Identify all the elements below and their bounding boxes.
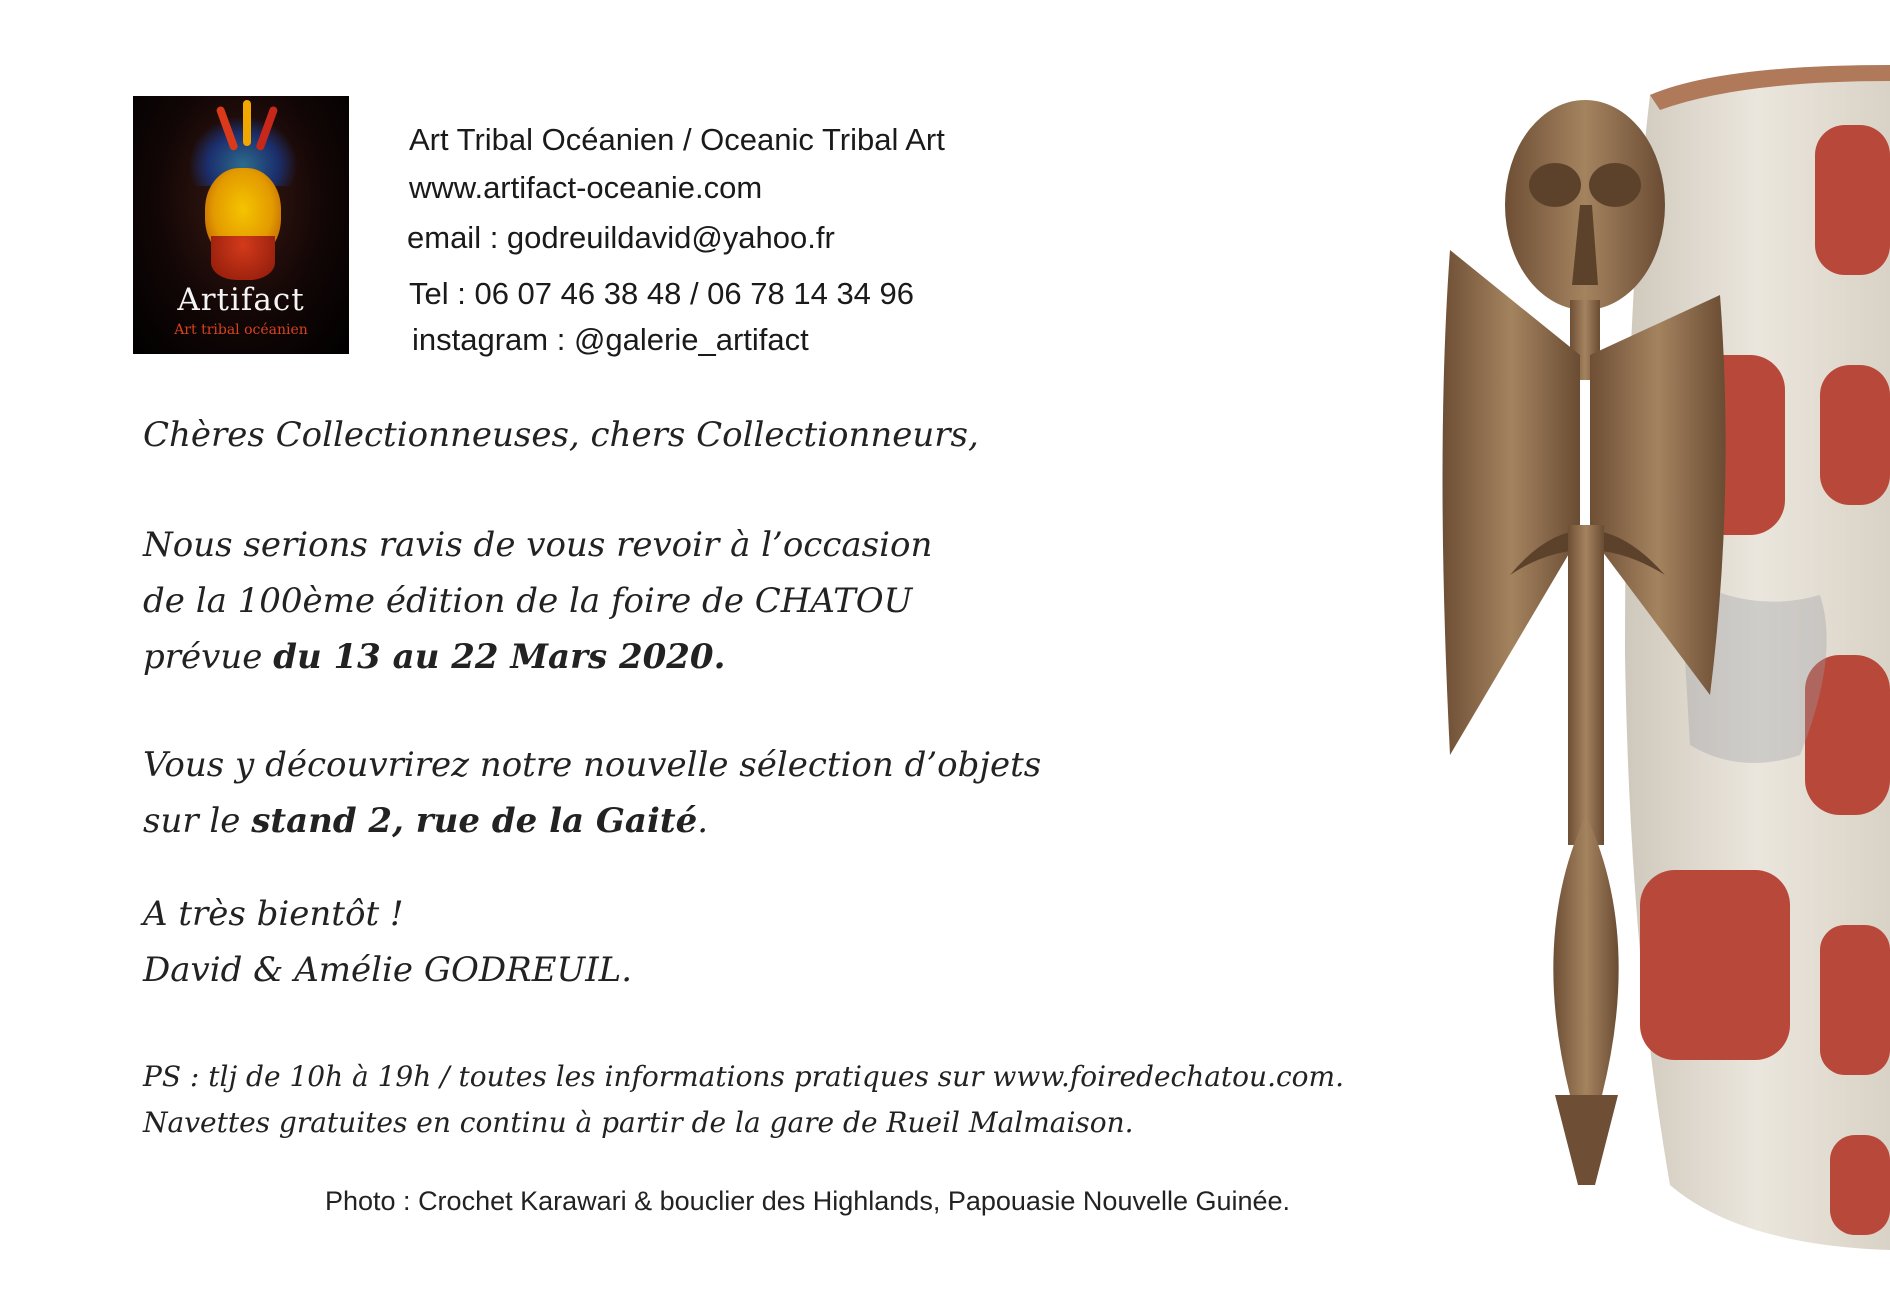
contact-instagram[interactable]: instagram : @galerie_artifact	[412, 322, 809, 357]
contact-phone: Tel : 06 07 46 38 48 / 06 78 14 34 96	[409, 276, 915, 311]
letter-signature: David & Amélie GODREUIL.	[143, 950, 633, 990]
hook-eye	[1589, 163, 1641, 207]
photo-caption: Photo : Crochet Karawari & bouclier des Highlands, Papouasie Nouvelle Guinée.	[325, 1186, 1291, 1216]
letter-planned-label: prévue	[143, 637, 274, 677]
letter-stand-prefix: sur le	[143, 801, 252, 841]
contact-title: Art Tribal Océanien / Oceanic Tribal Art	[409, 122, 945, 157]
ps-line-2: Navettes gratuites en continu à partir de la gare de Rueil Malmaison.	[143, 1106, 1134, 1139]
contact-website[interactable]: www.artifact-oceanie.com	[409, 170, 763, 205]
beard-graphic	[211, 236, 275, 280]
letter-paragraph-1-line-1: Nous serions ravis de vous revoir à l’occasion	[143, 525, 933, 565]
letter-closing: A très bientôt !	[143, 894, 404, 934]
logo-brand: Artifact	[177, 282, 305, 318]
letter-paragraph-1-line-3	[143, 637, 725, 677]
artifact-logo	[133, 96, 349, 354]
shield-red-patch	[1640, 870, 1790, 1060]
hook-tip	[1555, 1095, 1618, 1185]
contact-email[interactable]: email : godreuildavid@yahoo.fr	[407, 220, 835, 255]
hook-spindle	[1553, 815, 1618, 1095]
shield-red-patch	[1820, 365, 1890, 505]
ps-line-1: PS : tlj de 10h à 19h / toutes les informations pratiques sur www.foiredechatou.com.	[143, 1060, 1344, 1093]
shield-red-patch	[1830, 1135, 1890, 1235]
shield-graphic	[1625, 65, 1890, 1250]
shield-red-patch	[1815, 125, 1890, 275]
logo-subtitle: Art tribal océanien	[174, 322, 308, 338]
hook-shaft	[1568, 525, 1604, 845]
hook-eye	[1529, 163, 1581, 207]
event-dates: du 13 au 22 Mars 2020.	[273, 637, 726, 677]
shield-red-patch	[1820, 925, 1890, 1075]
feather-graphic	[243, 100, 251, 146]
letter-greeting: Chères Collectionneuses, chers Collectionneurs,	[143, 415, 979, 455]
artwork-photo	[1420, 55, 1890, 1255]
letter-paragraph-2-line-1: Vous y découvrirez notre nouvelle sélection d’objets	[143, 745, 1042, 785]
letter-paragraph-1-line-2: de la 100ème édition de la foire de CHATOU	[143, 581, 913, 621]
letter-stand-suffix: .	[697, 801, 709, 841]
stand-location: stand 2, rue de la Gaité	[251, 801, 698, 841]
letter-paragraph-2-line-2	[143, 801, 708, 841]
hook-wing	[1443, 250, 1581, 755]
